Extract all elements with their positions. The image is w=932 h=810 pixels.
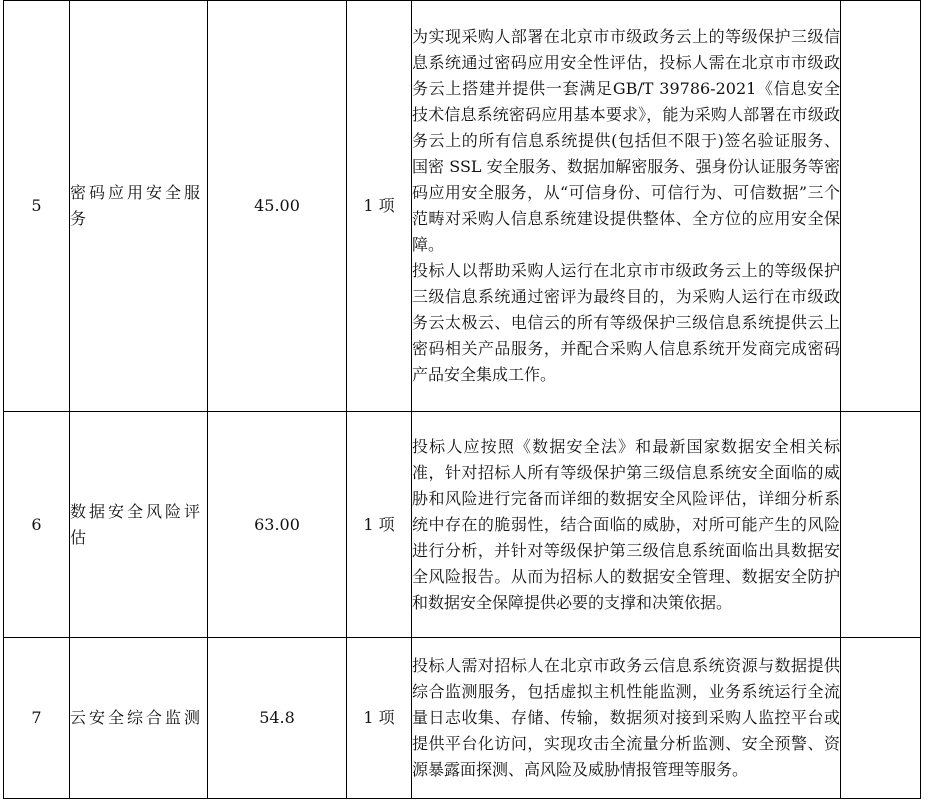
description-paragraph: 投标人应按照《数据安全法》和最新国家数据安全相关标准，针对招标人所有等级保护第三级信息系统安全面临的威胁和风险进行完备而详细的数据安全风险评估，详细分析系统中存在的脆弱性，结合面临的威胁，对所可能产生的风险进行分析，并针对等级保护第三级信息系统面临出具数据安全风险报告。从而为招标人的数据安全管理、数据安全防护和数据安全保障提供必要的支撑和决策依据。 [412,436,840,612]
row-number: 5 [4,1,70,412]
service-quantity: 1 项 [347,638,412,799]
table-row [4,638,921,799]
description-paragraph: 投标人需对招标人在北京市政务云信息系统资源与数据提供综合监测服务，包括虚拟主机性能监测，业务系统运行全流量日志收集、存储、传输，数据须对接到采购人监控平台或提供平台化访问，实现攻击全流量分析监测、安全预警、资源暴露面探测、高风险及威胁情报管理等服务。 [412,656,840,779]
remarks-cell [841,1,921,412]
service-description [412,638,841,799]
remarks-cell [841,412,921,638]
row-number: 7 [4,638,70,799]
service-quantity: 1 项 [347,412,412,638]
remarks-cell [841,638,921,799]
service-amount: 45.00 [208,1,347,412]
service-description [412,1,841,412]
description-paragraph: 投标人以帮助采购人运行在北京市市级政务云上的等级保护三级信息系统通过密评为最终目的，为采购人运行在市级政务云太极云、电信云的所有等级保护三级信息系统提供云上密码相关产品服务，并配合采购人信息系统开发商完成密码产品安全集成工作。 [412,261,840,384]
service-amount: 54.8 [208,638,347,799]
table-row [4,1,921,412]
service-name: 云安全综合监测 [70,638,208,799]
table-row [4,412,921,638]
service-spec-table [3,0,921,799]
service-name: 密码应用安全服务 [70,1,208,412]
service-quantity: 1 项 [347,1,412,412]
service-amount: 63.00 [208,412,347,638]
row-number: 6 [4,412,70,638]
service-description [412,412,841,638]
description-paragraph: 为实现采购人部署在北京市市级政务云上的等级保护三级信息系统通过密码应用安全性评估，投标人需在北京市市级政务云上搭建并提供一套满足GB/T 39786-2021《信息安全技术信息系统密码应用基本要求》，能为采购人部署在市级政务云上的所有信息系统提供(包括但不限于)签名验证服务、国密 SSL 安全服务、数据加解密服务、强身份认证服务等密码应用安全服务，从“可信身份、可信行为、可信数据”三个范畴对采购人信息系统建设提供整体、全方位的应用安全保障。 [412,27,840,254]
service-name: 数据安全风险评估 [70,412,208,638]
